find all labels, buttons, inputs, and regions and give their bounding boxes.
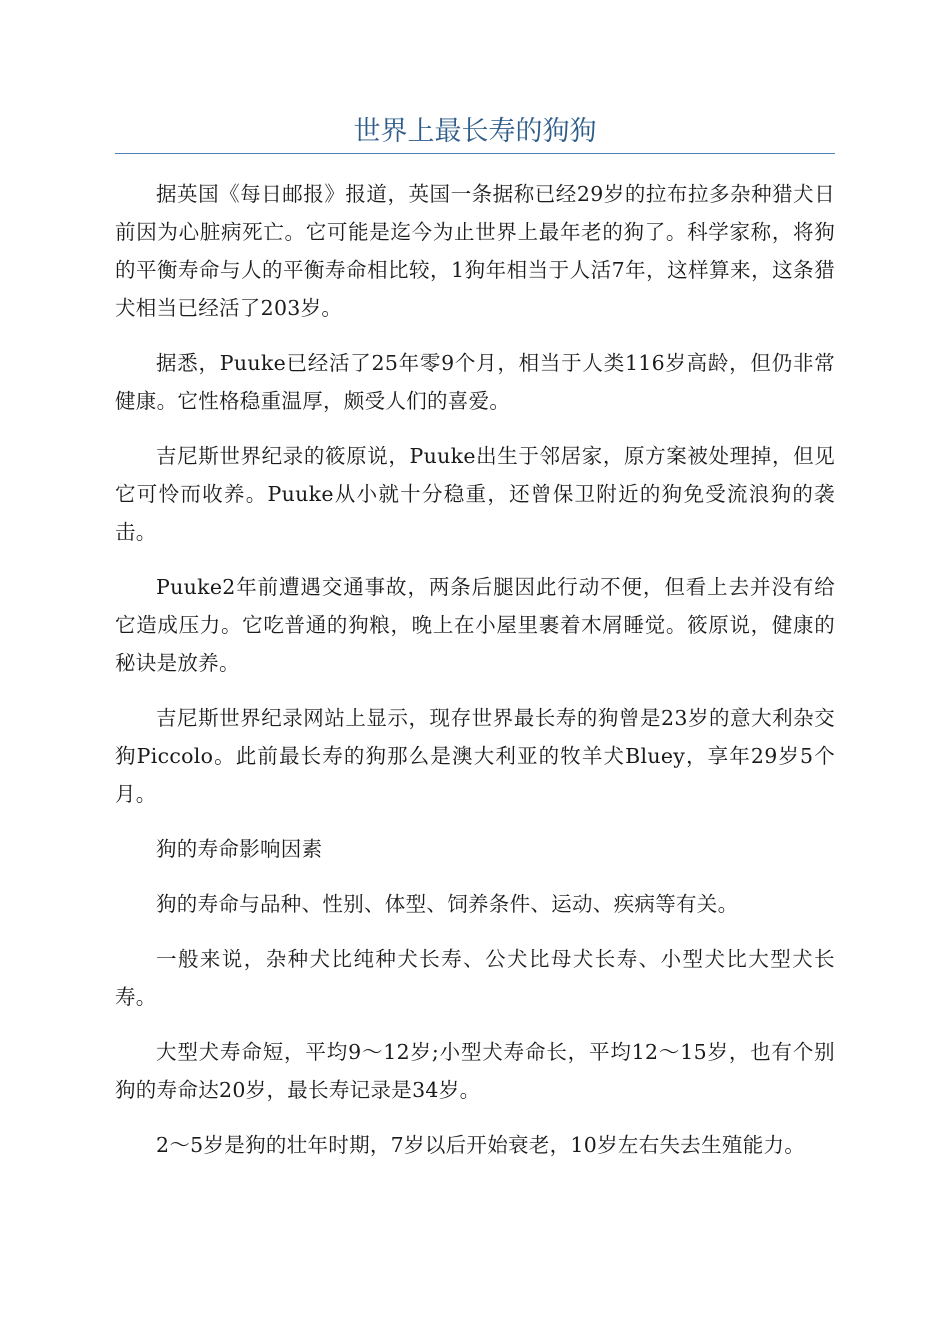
title-underline — [115, 153, 835, 154]
paragraph-7: 一般来说，杂种犬比纯种犬长寿、公犬比母犬长寿、小型犬比大型犬长寿。 — [115, 947, 835, 1009]
paragraph-2: 据悉，Puuke已经活了25年零9个月，相当于人类116岁高龄，但仍非常健康。它性格稳重温厚，颇受人们的喜爱。 — [115, 351, 835, 413]
article-body — [115, 175, 835, 1181]
paragraph-8: 大型犬寿命短，平均9～12岁;小型犬寿命长，平均12～15岁，也有个别狗的寿命达20岁，最长寿记录是34岁。 — [115, 1040, 835, 1102]
paragraph-3: 吉尼斯世界纪录的筱原说，Puuke出生于邻居家，原方案被处理掉，但见它可怜而收养。Puuke从小就十分稳重，还曾保卫附近的狗免受流浪狗的袭击。 — [115, 444, 835, 544]
paragraph-1: 据英国《每日邮报》报道，英国一条据称已经29岁的拉布拉多杂种猎犬日前因为心脏病死亡。它可能是迄今为止世界上最年老的狗了。科学家称，将狗的平衡寿命与人的平衡寿命相比较，1狗年相当于人活7年，这样算来，这条猎犬相当已经活了203岁。 — [115, 182, 835, 320]
paragraph-6: 狗的寿命与品种、性别、体型、饲养条件、运动、疾病等有关。 — [156, 892, 739, 916]
page-title: 世界上最长寿的狗狗 — [353, 116, 597, 147]
paragraph-5: 吉尼斯世界纪录网站上显示，现存世界最长寿的狗曾是23岁的意大利杂交狗Piccolo。此前最长寿的狗那么是澳大利亚的牧羊犬Bluey，享年29岁5个月。 — [115, 706, 835, 806]
paragraph-4: Puuke2年前遭遇交通事故，两条后腿因此行动不便，但看上去并没有给它造成压力。它吃普通的狗粮，晚上在小屋里裹着木屑睡觉。筱原说，健康的秘诀是放养。 — [115, 575, 835, 675]
section-heading: 狗的寿命影响因素 — [156, 837, 323, 861]
paragraph-9: 2～5岁是狗的壮年时期，7岁以后开始衰老，10岁左右失去生殖能力。 — [156, 1133, 806, 1157]
